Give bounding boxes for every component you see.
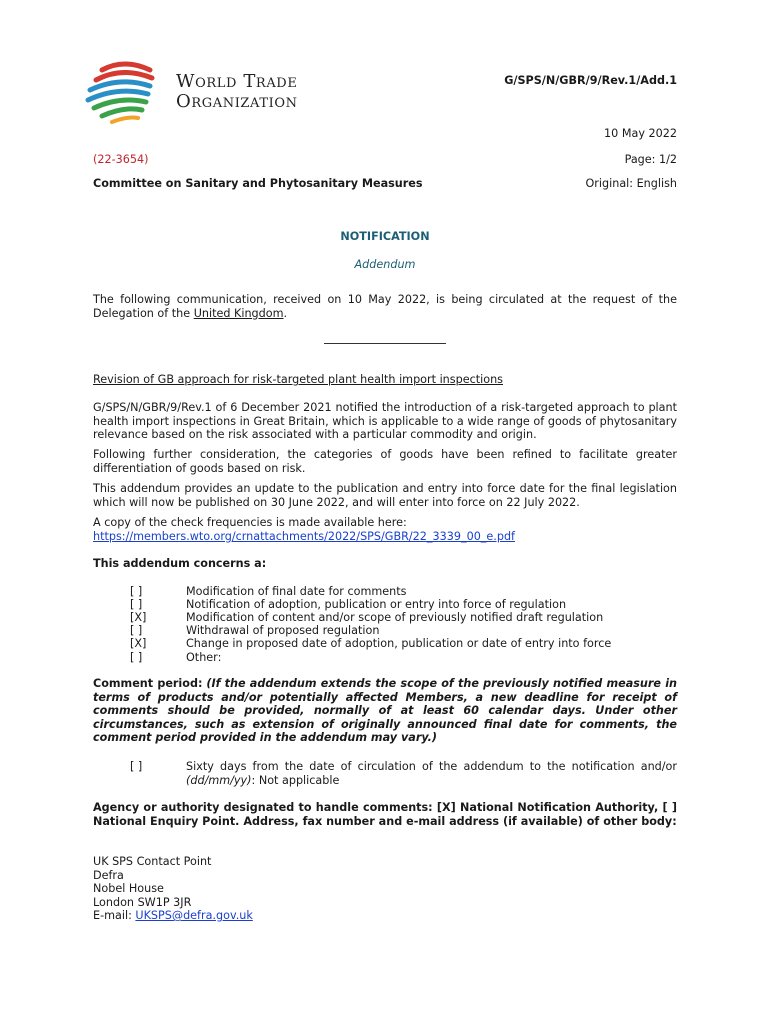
comment-period-note: (If the addendum extends the scope of the previously notified measure in terms of products and/or potentially affected Members, a new deadline for receipt of comments should be provided, normally of at least 60 calendar days. Under other circumstances, such as extension of originally announced final date for comments, the comment period provided in the addendum may vary.) bbox=[93, 677, 677, 744]
section-title: Revision of GB approach for risk-targeted plant health import inspections bbox=[93, 373, 503, 386]
document-symbol: G/SPS/N/GBR/9/Rev.1/Add.1 bbox=[504, 74, 677, 87]
concern-label: Notification of adoption, publication or entry into force of regulation bbox=[186, 598, 567, 611]
paragraph-1: G/SPS/N/GBR/9/Rev.1 of 6 December 2021 notified the introduction of a risk-targeted approach to plant health import inspections in Great Britain, which is applicable to a wide range of goods of phytosanitary relevance based on the risk associated with a particular commodity and origin. bbox=[93, 401, 677, 441]
concern-label: Modification of final date for comments bbox=[186, 585, 407, 598]
paragraph-3: This addendum provides an update to the publication and entry into force date for the final legislation which will now be published on 30 June 2022, and will enter into force on 22 July 2022. bbox=[93, 482, 677, 509]
concern-checkbox: [X] bbox=[130, 611, 147, 624]
concern-checkbox: [X] bbox=[130, 637, 147, 650]
org-name-line2: Organization bbox=[176, 91, 298, 112]
concern-checkbox: [ ] bbox=[130, 585, 143, 598]
page-indicator: Page: 1/2 bbox=[624, 153, 677, 166]
concern-label: Modification of content and/or scope of previously notified draft regulation bbox=[186, 611, 604, 624]
address-line: UK SPS Contact Point bbox=[93, 855, 212, 868]
contact-email-link[interactable]: UKSPS@defra.gov.uk bbox=[135, 909, 253, 922]
document-date: 10 May 2022 bbox=[604, 127, 677, 140]
original-language: Original: English bbox=[585, 177, 677, 190]
comment-period-option: Sixty days from the date of circulation of the addendum to the notification and/or (dd/mm/yy): Not applicable bbox=[186, 760, 677, 787]
delegation-name: United Kingdom bbox=[193, 306, 284, 320]
wto-logo bbox=[84, 58, 334, 128]
committee-name: Committee on Sanitary and Phytosanitary Measures bbox=[93, 177, 423, 190]
concern-checkbox: [ ] bbox=[130, 598, 143, 611]
concern-label: Withdrawal of proposed regulation bbox=[186, 624, 380, 637]
document-number: (22-3654) bbox=[93, 153, 149, 166]
comment-period bbox=[93, 677, 677, 745]
agency-heading: Agency or authority designated to handle comments: [X] National Notification Authority, [ ] National Enquiry Point. Address, fax number and e-mail address (if available) of other body: bbox=[93, 801, 677, 828]
paragraph-4: A copy of the check frequencies is made available here: https://members.wto.org/crnattachments/2022/SPS/GBR/22_3339_00_e.pdf bbox=[93, 516, 515, 543]
agency-address bbox=[93, 855, 253, 923]
concerns-heading: This addendum concerns a: bbox=[93, 557, 267, 570]
concern-checkbox: [ ] bbox=[130, 624, 143, 637]
separator-line bbox=[324, 343, 446, 344]
address-line: Defra bbox=[93, 868, 124, 882]
org-name-line1: World Trade bbox=[176, 71, 298, 92]
comment-period-label: Comment period: bbox=[93, 677, 203, 690]
concern-label: Other: bbox=[186, 651, 222, 664]
address-line: London SW1P 3JR bbox=[93, 895, 192, 909]
concern-checkbox: [ ] bbox=[130, 651, 143, 664]
concern-label: Change in proposed date of adoption, publication or date of entry into force bbox=[186, 637, 612, 650]
comment-period-checkbox: [ ] bbox=[130, 760, 143, 773]
address-line: Nobel House bbox=[93, 882, 164, 895]
addendum-subheading: Addendum bbox=[354, 258, 416, 271]
intro-paragraph: The following communication, received on 10 May 2022, is being circulated at the request of the Delegation of the United Kingdom. bbox=[93, 293, 677, 320]
email-line: E-mail: UKSPS@defra.gov.uk bbox=[93, 909, 253, 922]
notification-heading: NOTIFICATION bbox=[340, 230, 430, 243]
check-frequencies-link[interactable]: https://members.wto.org/crnattachments/2022/SPS/GBR/22_3339_00_e.pdf bbox=[93, 529, 515, 543]
wto-emblem-icon bbox=[84, 58, 164, 128]
paragraph-2: Following further consideration, the categories of goods have been refined to facilitate greater differentiation of goods based on risk. bbox=[93, 448, 677, 475]
